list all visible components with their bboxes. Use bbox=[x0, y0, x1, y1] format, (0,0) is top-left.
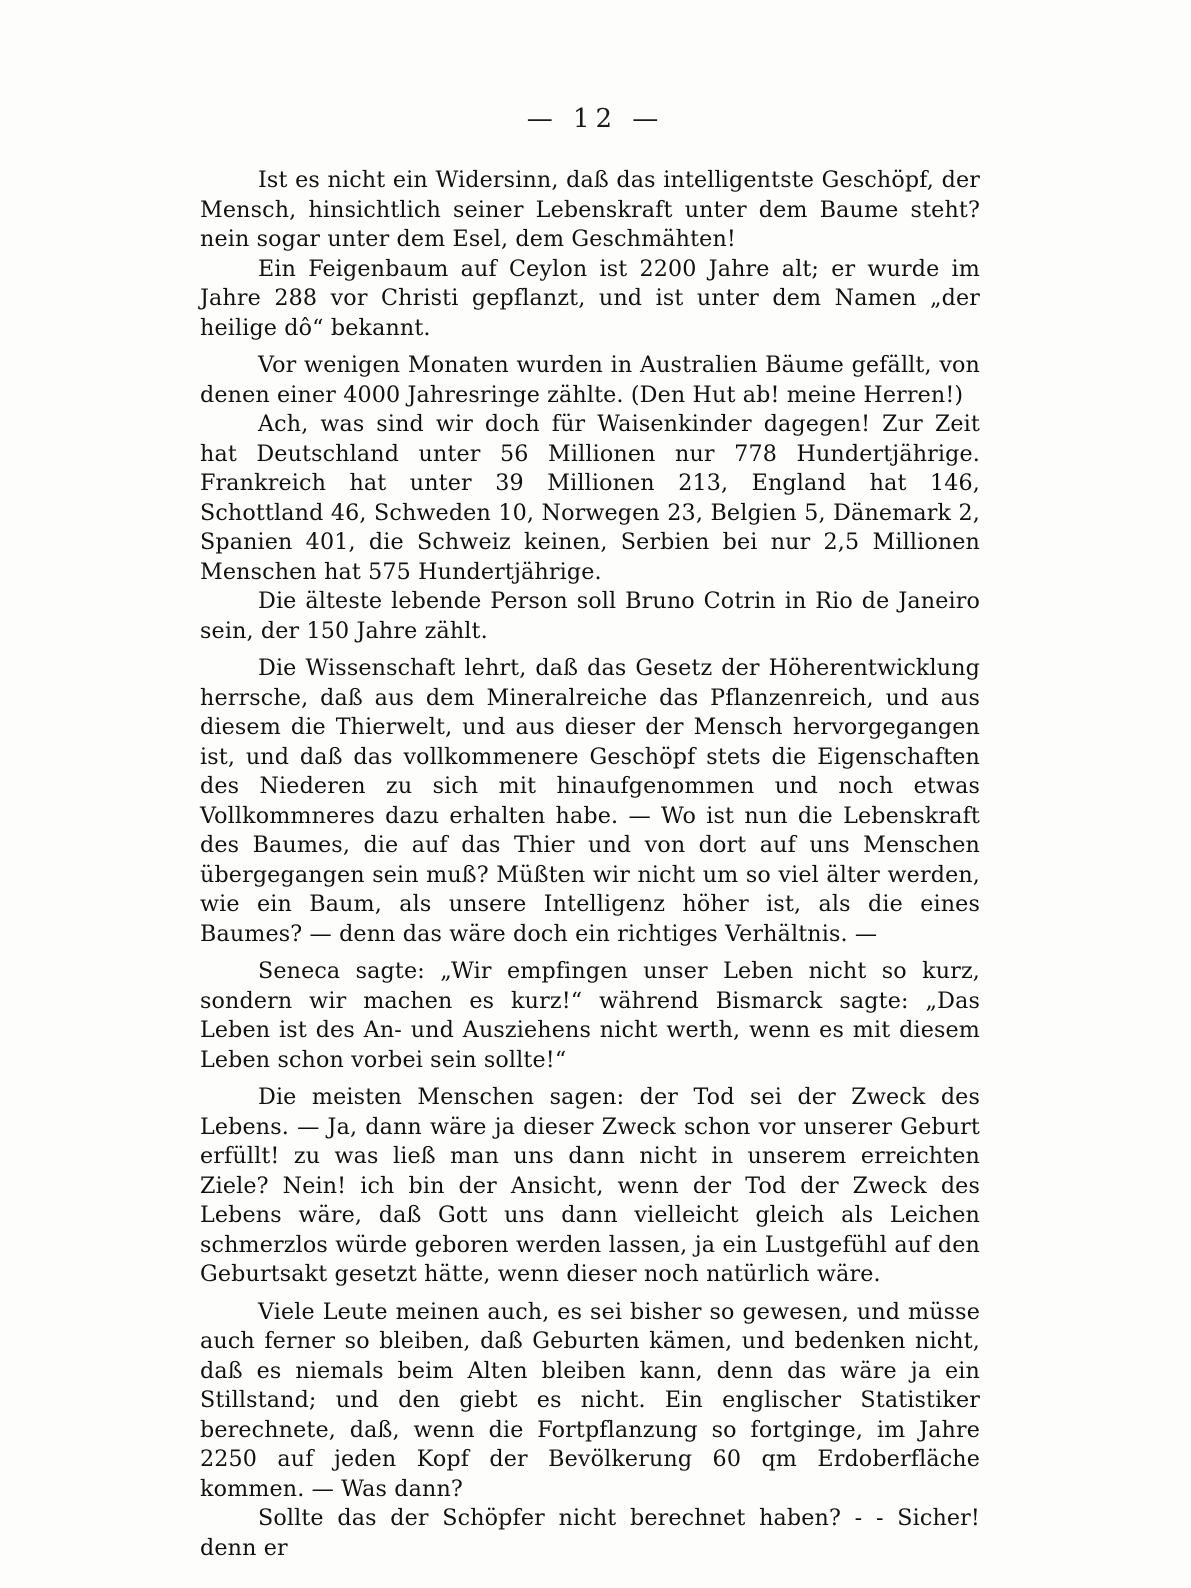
paragraph-widersinn: Ist es nicht ein Widersinn, daß das intelligentste Geschöpf, der Mensch, hinsichtlich seiner Lebenskraft unter dem Baume steht? nein sogar unter dem Esel, dem Geschmähten! bbox=[200, 167, 980, 252]
paragraph-statistiker: Viele Leute meinen auch, es sei bisher so gewesen, und müsse auch ferner so bleiben, daß Geburten kämen, und bedenken nicht, daß es niemals beim Alten bleiben kann, denn das wäre ja ein Stillstand; und den giebt es nicht. Ein englischer Statistiker berechnete, daß, wenn die Fortpflanzung so fortginge, im Jahre 2250 auf jeden Kopf der Bevölkerung 60 qm Erdoberfläche kommen. — Was dann? bbox=[200, 1298, 980, 1502]
paragraph-schoepfer: Sollte das der Schöpfer nicht berechnet haben? - - Sicher! denn er bbox=[200, 1505, 980, 1561]
body-text bbox=[200, 166, 980, 1563]
paragraph-australien: Vor wenigen Monaten wurden in Australien Bäume gefällt, von denen einer 4000 Jahresringe zählte. (Den Hut ab! meine Herren!) bbox=[200, 352, 980, 408]
paragraph-seneca: Seneca sagte: „Wir empfingen unser Leben nicht so kurz, sondern wir machen es kurz!“ während Bismarck sagte: „Das Leben ist des An- und Ausziehens nicht werth, wenn es mit diesem Leben schon vorbei sein sollte!“ bbox=[200, 958, 980, 1073]
paragraph-zweck-des-lebens: Die meisten Menschen sagen: der Tod sei der Zweck des Lebens. — Ja, dann wäre ja dieser Zweck schon vor unserer Geburt erfüllt! zu was ließ man uns dann nicht in unserem erreichten Ziele? Nein! ich bin der Ansicht, wenn der Tod der Zweck des Lebens wäre, daß Gott uns dann vielleicht gleich als Leichen schmerzlos würde geboren werden lassen, ja ein Lustgefühl auf den Geburtsakt gesetzt hätte, wenn dieser noch natürlich wäre. bbox=[200, 1084, 980, 1287]
paragraph-wissenschaft: Die Wissenschaft lehrt, daß das Gesetz der Höherentwicklung herrsche, daß aus dem Mineralreiche das Pflanzenreich, und aus diesem die Thierwelt, und aus dieser der Mensch hervorgegangen ist, und daß das vollkommenere Geschöpf stets die Eigenschaften des Niederen zu sich mit hinaufgenommen und noch etwas Vollkommneres dazu erhalten habe. — Wo ist nun die Lebenskraft des Baumes, die auf das Thier und von dort auf uns Menschen übergegangen sein muß? Müßten wir nicht um so viel älter werden, wie ein Baum, als unsere Intelligenz höher ist, als die eines Baumes? — denn das wäre doch ein richtiges Verhältnis. — bbox=[200, 655, 980, 947]
page-number: — 12 — bbox=[526, 104, 665, 134]
paragraph-aelteste-person: Die älteste lebende Person soll Bruno Cotrin in Rio de Janeiro sein, der 150 Jahre zählt. bbox=[200, 588, 980, 644]
paragraph-feigenbaum: Ein Feigenbaum auf Ceylon ist 2200 Jahre alt; er wurde im Jahre 288 vor Christi gepflanzt, und ist unter dem Namen „der heilige dô“ bekannt. bbox=[200, 255, 980, 341]
paragraph-hundertjaehrige: Ach, was sind wir doch für Waisenkinder dagegen! Zur Zeit hat Deutschland unter 56 Millionen nur 778 Hundertjährige. Frankreich hat unter 39 Millionen 213, England hat 146, Schottland 46, Schweden 10, Norwegen 23, Belgien 5, Dänemark 2, Spanien 401, die Schweiz keinen, Serbien bei nur 2,5 Millionen Menschen hat 575 Hundertjährige. bbox=[200, 411, 980, 585]
